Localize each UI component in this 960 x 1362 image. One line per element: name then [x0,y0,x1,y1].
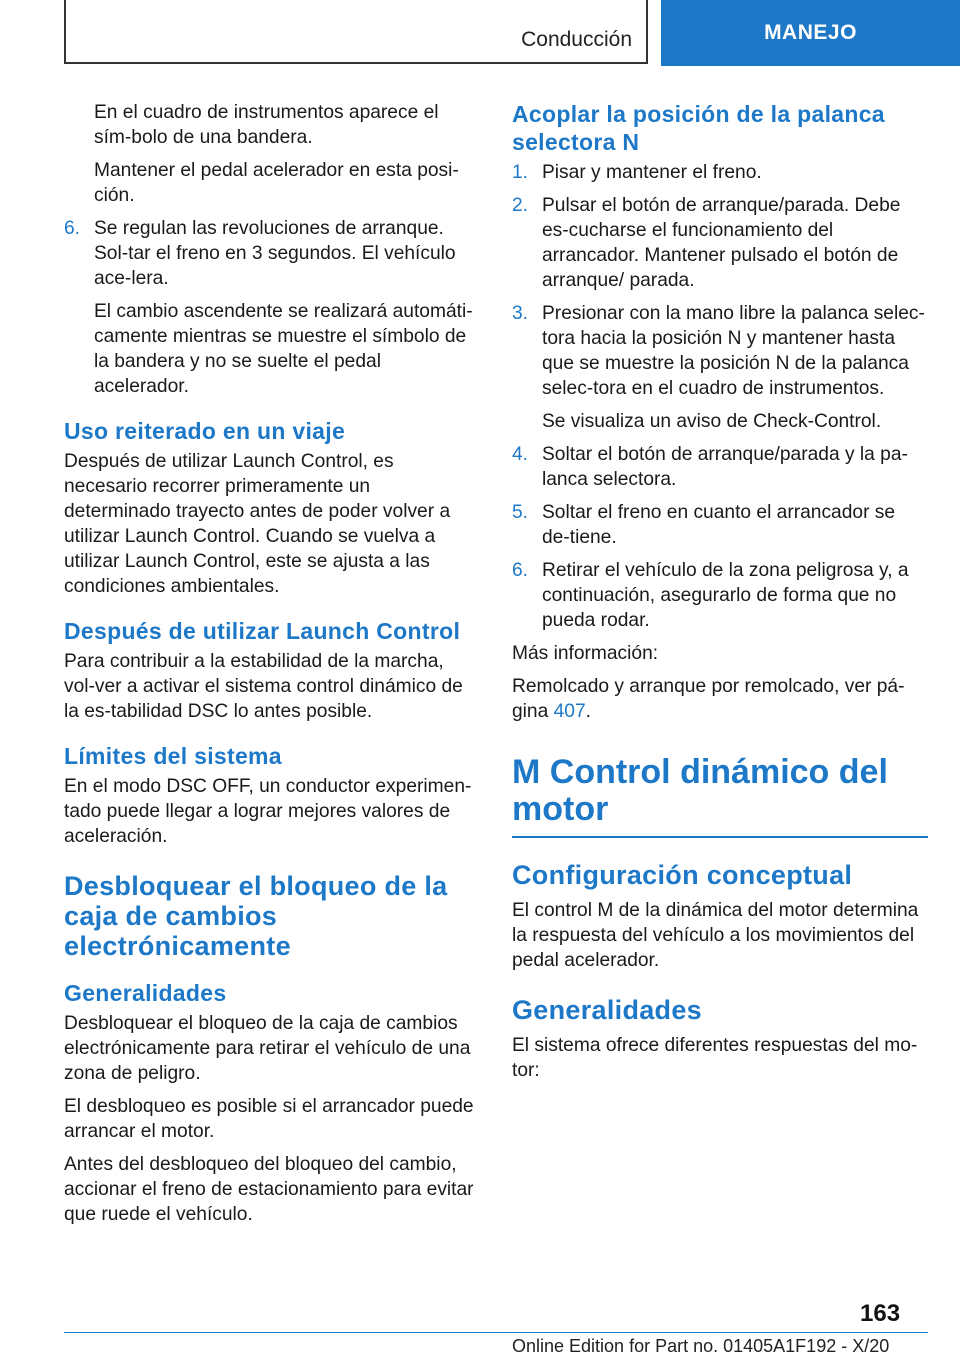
page-link[interactable]: 407 [553,701,586,722]
heading-configuracion: Configuración conceptual [512,860,853,890]
list-item [64,216,478,291]
paragraph: Más información: [512,643,659,664]
list-number: 4. [512,444,529,465]
paragraph: Después de utilizar Launch Control, es necesario recorrer primeramente un determinado trayecto antes de poder volver a utilizar Launch Control. Cuando se vuelva a utilizar Launch Control, este se ajusta a las condiciones ambientales. [64,451,451,597]
section-title: Conducción [521,28,632,51]
list-item [512,160,928,185]
list-text: Pulsar el botón de arranque/parada. Debe es-cucharse el funcionamiento del arrancador. Mantener pulsado el botón de arranque/ parada. [542,195,901,291]
reference-text: Remolcado y arranque por remolcado, ver pá-gina [512,676,905,722]
list-item [512,442,928,492]
list-number: 6. [512,560,529,581]
heading-desbloquear: Desbloquear el bloqueo de la caja de cambios electrónicamente [64,871,448,961]
heading-generalidades-2: Generalidades [512,995,702,1025]
list-number: 6. [64,218,81,239]
list-subtext: El cambio ascendente se realizará automáti-camente mientras se muestre el símbolo de la bandera y no se suelte el pedal acelerador. [94,301,473,397]
chapter-tab: MANEJO [661,0,960,66]
list-number: 3. [512,303,529,324]
heading-generalidades: Generalidades [64,980,227,1006]
continued-text-1: En el cuadro de instrumentos aparece el sím-bolo de una bandera. [94,102,439,148]
edition-footer: Online Edition for Part no. 01405A1F192 - X/20 [512,1336,890,1356]
section-tab [64,0,648,64]
paragraph: El desbloqueo es posible si el arrancador puede arrancar el motor. [64,1096,474,1142]
paragraph: En el modo DSC OFF, un conductor experimen-tado puede llegar a lograr mejores valores de aceleración. [64,776,472,847]
left-column [64,100,478,1235]
list-text: Se regulan las revoluciones de arranque. Sol-tar el freno en 3 segundos. El vehículo ace-lera. [94,218,456,289]
list-text: Retirar el vehículo de la zona peligrosa y, a continuación, asegurarlo de forma que no pueda rodar. [542,560,909,631]
paragraph-reference [512,674,928,724]
heading-limites: Límites del sistema [64,743,282,769]
page-header [0,0,960,66]
list-text: Soltar el freno en cuanto el arrancador se de-tiene. [542,502,896,548]
list-number: 1. [512,162,529,183]
paragraph: Antes del desbloqueo del bloqueo del cambio, accionar el freno de estacionamiento para evitar que ruede el vehículo. [64,1154,474,1225]
reference-end: . [585,701,591,722]
list-item [512,500,928,550]
list-number: 2. [512,195,529,216]
heading-acoplar: Acoplar la posición de la palanca selectora N [512,101,885,155]
page-number: 163 [860,1300,901,1327]
heading-uso-reiterado: Uso reiterado en un viaje [64,418,346,444]
paragraph: Para contribuir a la estabilidad de la marcha, vol-ver a activar el sistema control dinámico de la es-tabilidad DSC lo antes posible. [64,651,463,722]
footer-divider [64,1332,928,1333]
list-item [512,193,928,293]
continued-text-2: Mantener el pedal acelerador en esta posi-ción. [94,160,459,206]
list-item [512,558,928,633]
list-text: Pisar y mantener el freno. [542,162,762,183]
heading-m-control: M Control dinámico del motor [512,754,928,838]
paragraph: El control M de la dinámica del motor determina la respuesta del vehículo a los movimientos del pedal acelerador. [512,900,919,971]
list-text: Soltar el botón de arranque/parada y la pa-lanca selectora. [542,444,908,490]
list-number: 5. [512,502,529,523]
heading-despues-launch: Después de utilizar Launch Control [64,618,461,644]
paragraph: Desbloquear el bloqueo de la caja de cambios electrónicamente para retirar el vehículo de una zona de peligro. [64,1013,471,1084]
list-subtext: Se visualiza un aviso de Check-Control. [542,411,882,432]
list-text: Presionar con la mano libre la palanca selec-tora hacia la posición N y mantener hasta que se muestre la posición N de la palanca selec-tora en el cuadro de instrumentos. [542,303,925,399]
right-column [512,100,928,1091]
paragraph: El sistema ofrece diferentes respuestas del mo-tor: [512,1035,918,1081]
list-item [512,301,928,401]
